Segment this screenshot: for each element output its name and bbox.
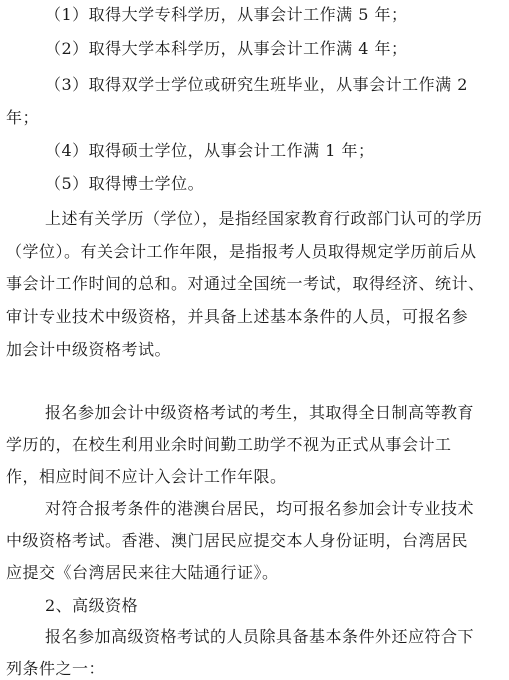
- condition-item-3-cont: 年；: [6, 108, 40, 127]
- paragraph-line: 对符合报考条件的港澳台居民，均可报名参加会计专业技术: [45, 499, 475, 518]
- condition-item-2: （2）取得大学本科学历，从事会计工作满 4 年；: [45, 39, 408, 58]
- section-heading: 2、高级资格: [45, 596, 139, 615]
- paragraph-line: 学历的，在校生利用业余时间勤工助学不视为正式从事会计工: [6, 435, 452, 454]
- paragraph-line: 事会计工作时间的总和。对通过全国统一考试，取得经济、统计、: [6, 274, 485, 293]
- paragraph-line: （学位）。有关会计工作年限，是指报考人员取得规定学历前后从: [6, 242, 477, 261]
- paragraph-line: 上述有关学历（学位），是指经国家教育行政部门认可的学历: [45, 209, 483, 228]
- paragraph-line: 应提交《台湾居民来往大陆通行证》。: [6, 563, 279, 582]
- paragraph-line: 中级资格考试。香港、澳门居民应提交本人身份证明，台湾居民: [6, 531, 469, 550]
- paragraph-line: 报名参加会计中级资格考试的考生，其取得全日制高等教育: [45, 403, 475, 422]
- condition-item-4: （4）取得硕士学位，从事会计工作满 1 年；: [45, 141, 375, 160]
- paragraph-line: 列条件之一：: [6, 659, 106, 678]
- paragraph-line: 作，相应时间不应计入会计工作年限。: [6, 467, 287, 486]
- paragraph-line: 报名参加高级资格考试的人员除具备基本条件外还应符合下: [45, 627, 475, 646]
- condition-item-1: （1）取得大学专科学历，从事会计工作满 5 年；: [45, 5, 408, 24]
- condition-item-5: （5）取得博士学位。: [45, 174, 205, 193]
- paragraph-line: 审计专业技术中级资格，并具备上述基本条件的人员，可报名参: [6, 307, 469, 326]
- paragraph-line: 加会计中级资格考试。: [6, 340, 172, 359]
- condition-item-3: （3）取得双学士学位或研究生班毕业，从事会计工作满 2: [45, 75, 468, 94]
